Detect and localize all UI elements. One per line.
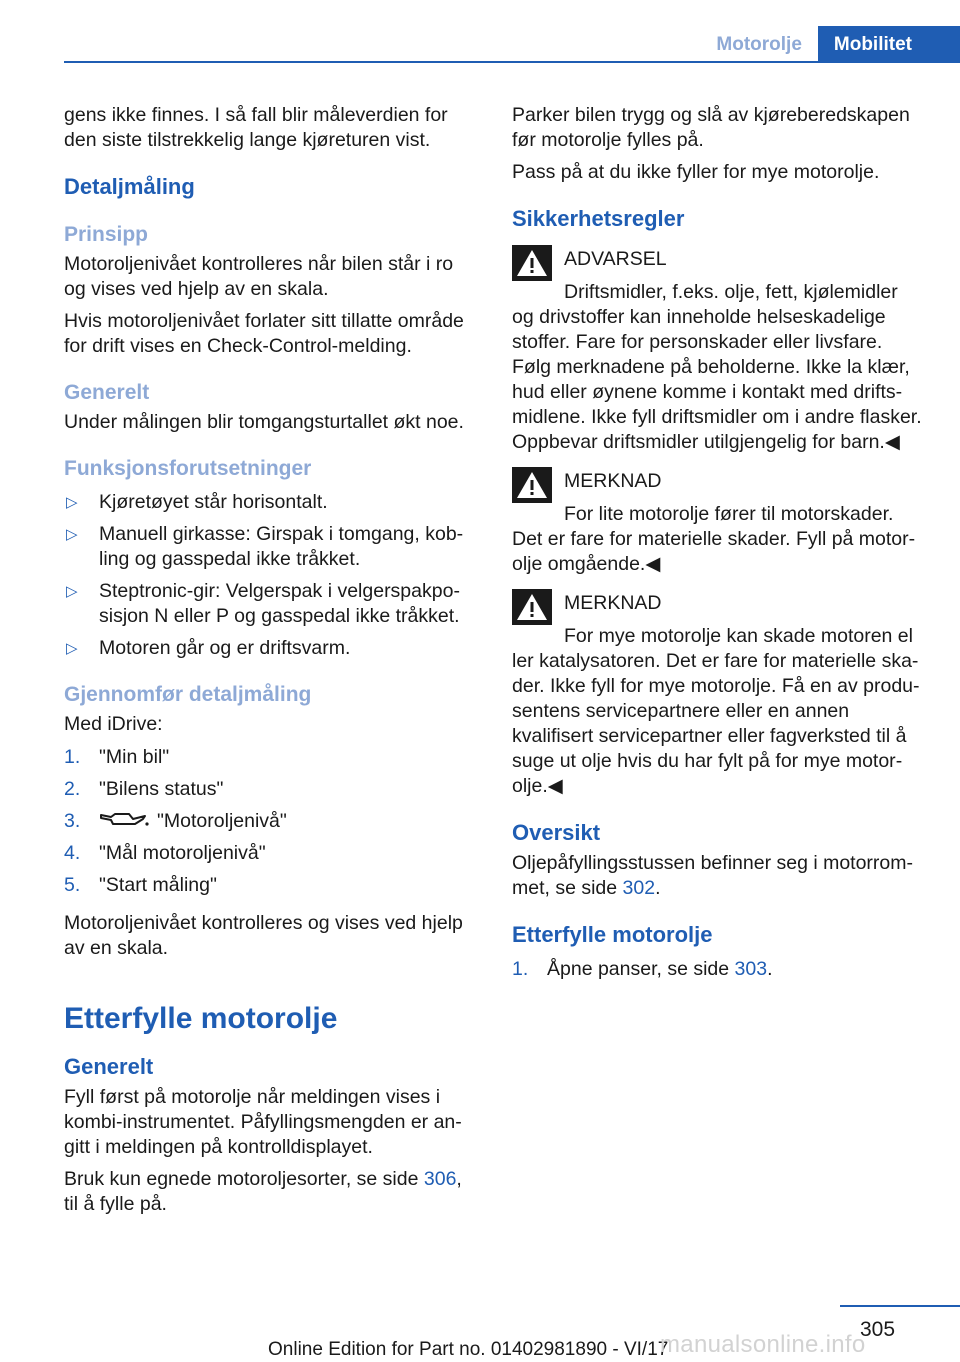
perform-intro: Med iDrive: bbox=[64, 713, 163, 735]
list-item: 5. "Start måling" bbox=[64, 874, 217, 896]
warning-lead: Driftsmidler, f.eks. olje, fett, kjølemidler bbox=[564, 281, 898, 303]
warning-lead: For lite motorolje fører til motorskader. bbox=[564, 503, 894, 525]
watermark: manualsonline.info bbox=[660, 1331, 866, 1358]
warning-box-merknad-2 bbox=[512, 591, 926, 799]
list-item: ▷ Steptronic-gir: Velgerspak i velgerspakposisjon N eller P og gasspedal ikke tråkket. bbox=[66, 580, 460, 627]
warning-body: ler katalysatoren. Det er fare for materielle skader. Ikke fyll for mye motorolje. Få en av produsentens servicepartnere eller en annen kvalifisert servicepartner eller fagverksted til å suge ut olje hvis du har fylt på for mye motorolje.◀ bbox=[512, 650, 920, 797]
page-link-306[interactable]: 306 bbox=[423, 1168, 457, 1190]
principle-paragraph-2: Hvis motoroljenivået forlater sitt tillatte område for drift vises en Check-Control-melding. bbox=[64, 310, 464, 357]
list-item: ▷ Manuell girkasse: Girspak i tomgang, kobling og gasspedal ikke tråkket. bbox=[66, 523, 464, 570]
list-item: 2. "Bilens status" bbox=[64, 778, 224, 800]
triangle-bullet-icon: ▷ bbox=[66, 526, 78, 543]
warning-label: ADVARSEL bbox=[564, 248, 667, 270]
warning-triangle-icon bbox=[512, 467, 552, 503]
warning-body: og drivstoffer kan inneholde helseskadelige stoffer. Fare for personskader eller livsfare. Følg merknadene på beholderne. Ikke la klær, hud eller øynene komme i kontakt med driftsmidlene. Ikke fyll driftsmidler om i andre flasker. Oppbevar driftsmidler utilgjengelig for barn.◀ bbox=[512, 306, 922, 453]
overfill-paragraph: Pass på at du ikke fyller for mye motorolje. bbox=[512, 161, 880, 183]
edition-footer: Online Edition for Part no. 01402981890 - VI/17 bbox=[268, 1339, 669, 1360]
principle-paragraph-1: Motoroljenivået kontrolleres når bilen står i ro og vises ved hjelp av en skala. bbox=[64, 253, 454, 300]
section-title-generelt: Generelt bbox=[64, 1054, 154, 1079]
list-item: 3. "Motoroljenivå" bbox=[64, 810, 287, 832]
list-item: 4. "Mål motoroljenivå" bbox=[64, 842, 266, 864]
chapter-title-etterfylle: Etterfylle motorolje bbox=[64, 1002, 338, 1035]
warning-lead: For mye motorolje kan skade motoren el bbox=[564, 625, 913, 647]
triangle-bullet-icon: ▷ bbox=[66, 640, 78, 657]
page-link-303[interactable]: 303 bbox=[734, 958, 768, 980]
page-link-302[interactable]: 302 bbox=[622, 877, 656, 899]
oil-can-icon bbox=[99, 810, 149, 830]
header-rule bbox=[64, 61, 960, 63]
triangle-bullet-icon: ▷ bbox=[66, 494, 78, 511]
refill-paragraph-1: Fyll først på motorolje når meldingen vises i kombi-instrumentet. Påfyllingsmengden er angitt i meldingen på kontrolldisplayet. bbox=[64, 1086, 462, 1158]
section-title-sikkerhetsregler: Sikkerhetsregler bbox=[512, 206, 685, 231]
prerequisite-list bbox=[64, 490, 478, 661]
subsection-title-gjennomfor: Gjennomfør detaljmåling bbox=[64, 683, 312, 706]
warning-box-advarsel bbox=[512, 247, 926, 455]
header-tab-motorolje: Motorolje bbox=[716, 34, 802, 55]
triangle-bullet-icon: ▷ bbox=[66, 583, 78, 600]
warning-box-merknad-1 bbox=[512, 469, 926, 577]
section-title-detaljmaling: Detaljmåling bbox=[64, 174, 195, 199]
overview-paragraph: Oljepåfyllingsstussen befinner seg i motorrommet, se side 302. bbox=[512, 852, 914, 899]
list-item: 1. "Min bil" bbox=[64, 746, 170, 768]
park-paragraph: Parker bilen trygg og slå av kjøreberedskapen før motorolje fylles på. bbox=[512, 104, 910, 151]
subsection-title-funksjonsforutsetninger: Funksjonsforutsetninger bbox=[64, 457, 312, 480]
refill-paragraph-2: Bruk kun egnede motoroljesorter, se side 306, til å fylle på. bbox=[64, 1168, 462, 1215]
perform-result: Motoroljenivået kontrolleres og vises ved hjelp av en skala. bbox=[64, 912, 463, 959]
warning-triangle-icon bbox=[512, 589, 552, 625]
idrive-steps bbox=[64, 745, 478, 905]
header-tabs bbox=[700, 26, 960, 62]
header-tab-mobilitet: Mobilitet bbox=[818, 26, 960, 62]
page-number: 305 bbox=[860, 1318, 896, 1341]
left-column bbox=[64, 103, 478, 1224]
list-item: ▷ Kjøretøyet står horisontalt. bbox=[66, 491, 328, 513]
right-column bbox=[512, 103, 926, 995]
section-title-oversikt: Oversikt bbox=[512, 820, 601, 845]
section-title-etterfylle: Etterfylle motorolje bbox=[512, 922, 713, 947]
footer-rule bbox=[840, 1305, 960, 1307]
list-item: 1. Åpne panser, se side 303. bbox=[512, 958, 773, 980]
warning-label: MERKNAD bbox=[564, 470, 662, 492]
list-item: ▷ Motoren går og er driftsvarm. bbox=[66, 637, 351, 659]
warning-triangle-icon bbox=[512, 245, 552, 281]
warning-body: Det er fare for materielle skader. Fyll på motorolje omgående.◀ bbox=[512, 528, 916, 575]
subsection-title-prinsipp: Prinsipp bbox=[64, 223, 149, 246]
warning-label: MERKNAD bbox=[564, 592, 662, 614]
intro-paragraph: gens ikke finnes. I så fall blir måleverdien for den siste tilstrekkelig lange kjøreturen vist. bbox=[64, 104, 448, 151]
subsection-title-generelt: Generelt bbox=[64, 381, 150, 404]
general-paragraph: Under målingen blir tomgangsturtallet økt noe. bbox=[64, 411, 464, 433]
refill-steps bbox=[512, 957, 926, 989]
